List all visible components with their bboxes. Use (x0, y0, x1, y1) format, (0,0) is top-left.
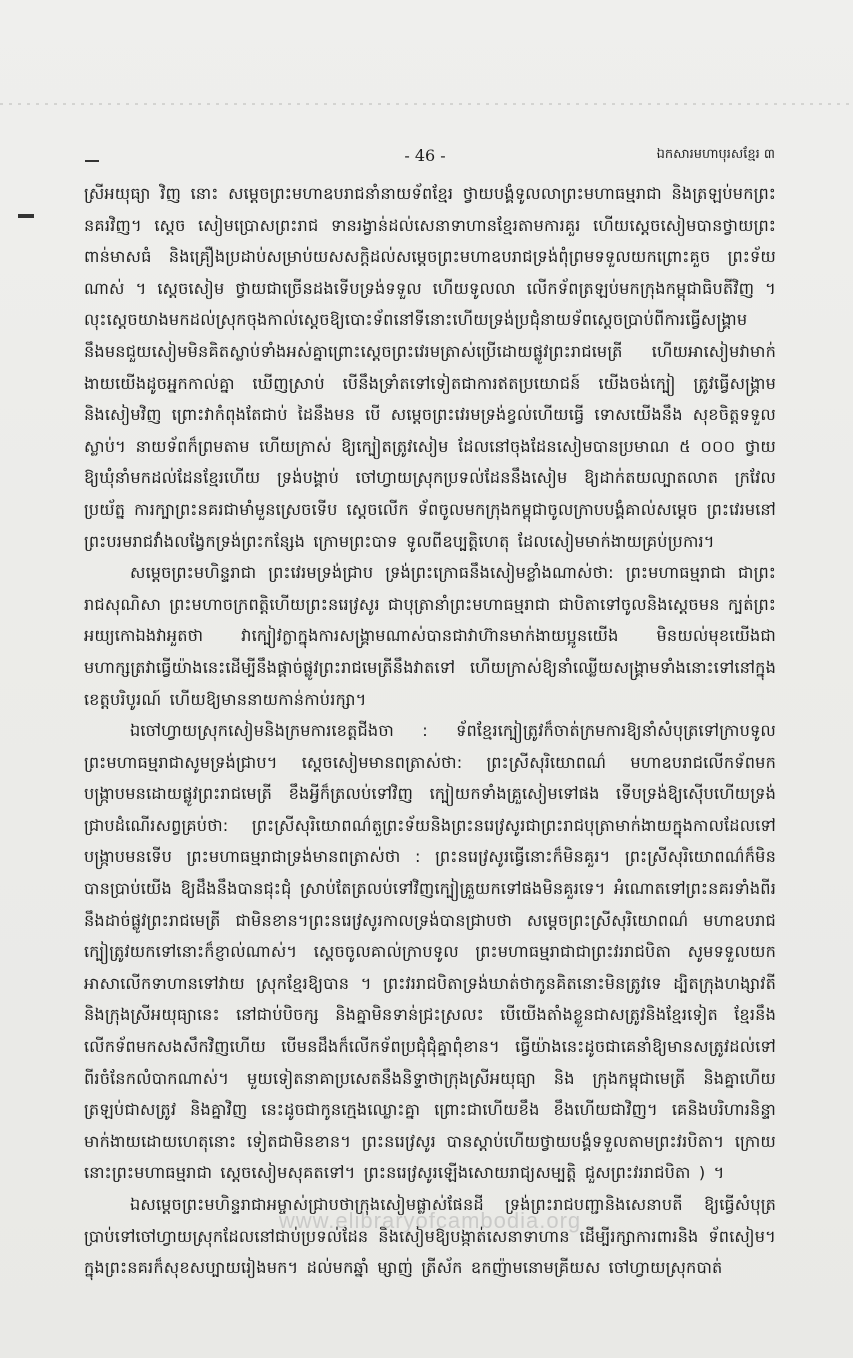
body-text (84, 178, 776, 1306)
paragraph-3: ឯចៅហ្វាយស្រុកសៀមនិងក្រមការខេត្តជីងចា : ទ័ពខ្មែរក្បៀត្រូវក៏ចាត់ក្រមការឱ្យនាំសំបុត្រទៅក្រាបទូលព្រះមហាធម្មរាជាសូមទ្រង់ជ្រាប។ ស្តេចសៀមមានពត្រាស់ថា: ព្រះស្រីសុរិយោពណ៌ មហាឧបរាជលើកទ័ពមក បង្ក្រាបមនដោយផ្លូវព្រះរាជមេត្រី ខឹងអ្វីក៏ត្រលប់ទៅវិញ ក្បៀយកទាំងគ្រួសៀមទៅផង ទើបទ្រង់ឱ្យស៊ើបហើយទ្រង់ ជ្រាបដំណើរសព្វគ្រប់ថា: ព្រះស្រីសុរិយោពណ៌តួព្រះទ័យនិងព្រះនរេវ្រសូរជាព្រះរាជបុត្រាមាក់ងាយក្នុងកាលដែលទៅបង្ក្រាបមនទើប ព្រះមហាធម្មរាជាទ្រង់មានពត្រាស់ថា : ព្រះនរេវ្រសូរធ្វើនោះក៏មិនគួរ។ ព្រះស្រីសុរិយោពណ៌ក៏មិនបានប្រាប់យើង ឱ្យដឹងនឹងបានជុះជុំ ស្រាប់តែត្រលប់ទៅវិញក្បៀគ្រួយកទៅផងមិនគួរទេ។ អំណោតទៅព្រះនគរទាំងពីរនឹងដាច់ផ្លូវព្រះរាជមេត្រី ជាមិនខាន។ព្រះនរេវ្រសូរកាលទ្រង់បានជ្រាបថា សម្តេចព្រះស្រីសុរិយោពណ៌ មហាឧបរាជក្បៀត្រូវយកទៅនោះក៏ខ្ញាល់ណាស់។ ស្តេចចូលគាល់ក្រាបទូល ព្រះមហាធម្មរាជាជាព្រះវររាជបិតា សូមទទួលយក អាសាលើកទាហានទៅវាយ ស្រុកខ្មែរឱ្យបាន ។ ព្រះវររាជបិតាទ្រង់ឃាត់ថាកូនគិតនោះមិនត្រូវទេ ដ្បិតក្រុងហង្សាវតីនិងក្រុងស្រីអយុធ្យានេះ នៅជាប់បិចក្ស និងគ្នាមិនទាន់ជ្រះស្រលះ បើយើងតាំងខ្លួនជាសត្រូវនិងខ្មែរទៀត ខ្មែរនឹងលើកទ័ពមកសងសឹកវិញហើយ បើមនដឹងក៏លើកទ័ពប្រជុំជុំគ្នាពុំខាន។ ធ្វើយ៉ាងនេះដូចជាគេនាំឱ្យមានសត្រូវដល់ទៅពីរចំនែកលំបាកណាស់។ មួយទៀតនាគាប្រសេតនឹងនិទ្ទាថាក្រុងស្រីអយុធ្យា និង ក្រុងកម្ពុជាមេត្រី និងគ្នាហើយត្រឡប់ជាសត្រូវ និងគ្នាវិញ នេះដូចជាកូនក្មេងឈ្លោះគ្នា ព្រោះជាហើយខឹង ខឹងហើយជាវិញ។ គេនិងបរិហារនិន្ទា មាក់ងាយដោយហេតុនោះ ទៀតជាមិនខាន។ ព្រះនរេវ្រសូរ បានស្តាប់ហើយថ្វាយបង្គំទទួលតាមព្រះវរបិតា។ ក្រោយនោះព្រះមហាធម្មរាជា ស្តេចសៀមសុគតទៅ។ ព្រះនរេវ្រសូរឡើងសោយរាជ្យសម្បត្តិ ជួសព្រះវររាជបិតា ) ។ (84, 721, 776, 1183)
scan-noise-line (0, 103, 853, 105)
watermark: www.elibraryofcambodia.org (278, 1208, 582, 1233)
paragraph-1: ស្រីអយុធ្យា វិញ នោះ សម្តេចព្រះមហាឧបរាជនាំនាយទ័ពខ្មែរ ថ្វាយបង្គំទូលលាព្រះមហាធម្មរាជា និងត្រឡប់មកព្រះនគរវិញ។ ស្តេច សៀមប្រោសព្រះរាជ ទានរង្វាន់ដល់សេនាទាហានខ្មែរតាមការគួរ ហើយស្តេចសៀមបានថ្វាយព្រះពាន់មាសធំ និងគ្រឿងប្រដាប់សម្រាប់យសសក្តិដល់សម្តេចព្រះមហាឧបរាជទ្រង់ពុំព្រមទទួលយកព្រោះគួច ព្រះទ័យណាស់ ។ ស្តេចសៀម ថ្វាយជាច្រើនដងទើបទ្រង់ទទួល ហើយទូលលា លើកទ័ពត្រឡប់មកក្រុងកម្ពុជាធិបតីវិញ ។ លុះស្តេចយាងមកដល់ស្រុកចុងកាល់ស្តេចឱ្យបោះទ័ពនៅទីនោះហើយទ្រង់ប្រជុំនាយទ័ពស្តេចប្រាប់ពីការធ្វើសង្គ្រាមនឹងមនជួយសៀមមិនគិតស្លាប់ទាំងអស់គ្នាព្រោះស្តេចព្រះវេរមត្រាស់ប្រើដោយផ្លូវព្រះរាជមេត្រី ហើយអាសៀមវាមាក់ ងាយយើងដូចអ្នកកាល់គ្នា ឃើញស្រាប់ បើនឹងទ្រាំតទៅទៀតជាការឥតប្រយោជន៍ យើងចង់ក្បៀ ត្រូវធ្វើសង្គ្រាម និងសៀមវិញ ព្រោះវាកំពុងតែជាប់ ដៃនឹងមន បើ សម្តេចព្រះវេរមទ្រង់ខ្វល់ហើយធ្វើ ទោសយើងនឹង សុខចិត្តទទួលស្លាប់។ នាយទ័ពក៏ព្រមតាម ហើយក្រាស់ ឱ្យក្បៀតត្រូវសៀម ដែលនៅចុងដែនសៀមបានប្រមាណ ៥ ០០០ ថ្វាយ ឱ្យឃុំនាំមកដល់ដែនខ្មែរហើយ ទ្រង់បង្គាប់ ចៅហ្វាយស្រុកប្រទល់ដែននឹងសៀម ឱ្យដាក់តយល្បាតលាត ក្រវែលប្រយ័ត្ន ការក្បាព្រះនគរជាមាំមួនស្រេចទើប ស្តេចលើក ទ័ពចូលមកក្រុងកម្ពុជាចូលក្រាបបង្គំគាល់សម្តេច ព្រះវេរមនៅ ព្រះបរមរាជវាំងលង្វែកទ្រង់ព្រះកន្សែង ក្រោមព្រះបាទ ទូលពីឧប្បត្តិហេតុ ដែលសៀមមាក់ងាយគ្រប់ប្រការ។ (84, 184, 776, 551)
running-title: ឯកសារមហាបុរសខ្មែរ ៣ (656, 147, 775, 162)
page-header (85, 146, 775, 170)
header-dash (85, 160, 99, 162)
margin-mark (18, 214, 34, 218)
paragraph-2: សម្តេចព្រះមហិន្ទរាជា ព្រះវេរមទ្រង់ជ្រាប ទ្រង់ព្រះក្រោធនឹងសៀមខ្លាំងណាស់ថា: ព្រះមហាធម្មរាជា ជាព្រះរាជសុណិសា ព្រះមហាចក្រពត្តិហើយព្រះនរេវ្រសូរ ជាបុត្រានាំព្រះមហាធម្មរាជា ជាបិតាទៅចូលនិងស្តេចមន ក្បត់ព្រះអយ្យកោឯងវាអួតថា វាក្បៀវក្លាក្នុងការសង្គ្រាមណាស់បានជាវាហ៊ានមាក់ងាយប្អូនយើង មិនយល់មុខយើងជាមហាក្សត្រវាធ្វើយ៉ាងនេះដើម្បីនឹងផ្តាច់ផ្លូវព្រះរាជមេត្រីនឹងវាតទៅ ហើយក្រាស់ឱ្យនាំឈ្លើយសង្គ្រាមទាំងនោះទៅនៅក្នុងខេត្តបរិបូរណ៍ ហើយឱ្យមាននាយកាន់កាប់រក្សា។ (84, 563, 776, 709)
paragraph-4: ឯសម្តេចព្រះមហិន្ទរាជាអម្ចាស់ជ្រាបថាក្រុងសៀមផ្លាស់ផែនដី ទ្រង់ព្រះរាជបញ្ជានិងសេនាបតី ឱ្យធ្វើសំបុត្រ ប្រាប់ទៅចៅហ្វាយស្រុកដែលនៅជាប់ប្រទល់ដែន និងសៀមឱ្យបង្កាត់សេនាទាហាន ដើម្បីរក្សាការពារនិង ទ័ពសៀម។ ក្នុងព្រះនគរក៏សុខសប្បាយរៀងមក។ ដល់មកឆ្នាំ ម្សាញ់ ត្រីស័ក ឧកញ៉ាមនោមគ្រីយស ចៅហ្វាយស្រុកបាត់ (84, 1195, 776, 1278)
page-number: - 46 - (404, 146, 446, 165)
